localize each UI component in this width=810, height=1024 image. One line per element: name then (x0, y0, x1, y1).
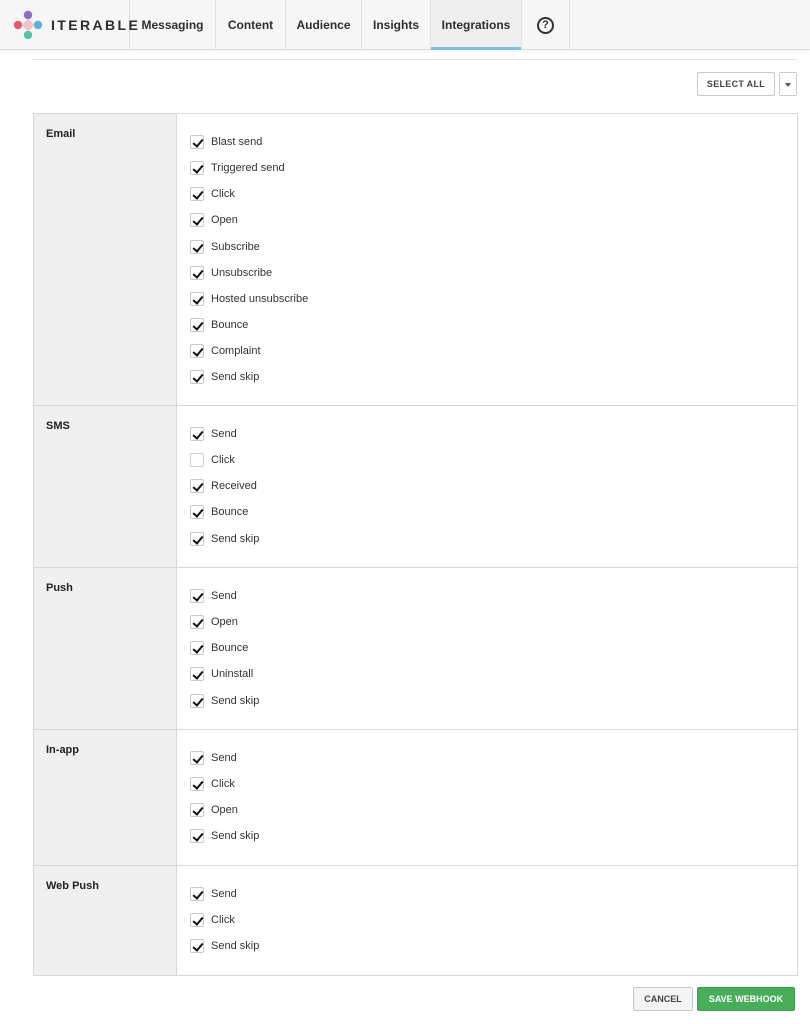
select-all-dropdown-caret-icon[interactable] (779, 72, 797, 96)
group-label-cell (34, 568, 177, 729)
nav-insights[interactable]: Insights (362, 0, 431, 50)
checkbox-checked[interactable] (190, 187, 204, 201)
event-option-label: Send skip (211, 371, 260, 384)
checkbox-checked[interactable] (190, 532, 204, 546)
nav-integrations[interactable]: Integrations (431, 0, 522, 50)
checkbox-checked[interactable] (190, 694, 204, 708)
event-option-label: Click (211, 778, 235, 791)
group-label: Email (46, 128, 76, 140)
event-option-label: Triggered send (211, 162, 285, 175)
checkbox-checked[interactable] (190, 777, 204, 791)
event-option-label: Open (211, 804, 238, 817)
checkbox-checked[interactable] (190, 318, 204, 332)
checkbox-checked[interactable] (190, 344, 204, 358)
event-option-label: Unsubscribe (211, 266, 273, 279)
checkbox-checked[interactable] (190, 505, 204, 519)
nav-content[interactable]: Content (216, 0, 286, 50)
event-option-label: Send skip (211, 532, 260, 545)
checkbox-checked[interactable] (190, 240, 204, 254)
nav-messaging[interactable]: Messaging (130, 0, 216, 50)
event-option-label: Send (211, 590, 237, 602)
event-option-label: Blast send (211, 136, 263, 148)
event-group-web-push (34, 866, 797, 975)
event-option-label: Bounce (211, 642, 249, 655)
event-option-label: Open (211, 214, 238, 227)
event-option-label: Send skip (211, 830, 260, 843)
event-option-label: Send (211, 428, 237, 440)
event-option-label: Click (211, 188, 235, 201)
checkbox-checked[interactable] (190, 751, 204, 765)
event-option-label: Bounce (211, 506, 249, 519)
checkbox-checked[interactable] (190, 479, 204, 493)
event-group-sms (34, 406, 797, 568)
group-label-cell (34, 730, 177, 865)
event-option-label: Complaint (211, 345, 261, 358)
event-group-in-app (34, 730, 797, 866)
event-option-label: Subscribe (211, 240, 260, 253)
checkbox-checked[interactable] (190, 641, 204, 655)
checkbox-checked[interactable] (190, 292, 204, 306)
checkbox-checked[interactable] (190, 667, 204, 681)
checkbox-unchecked[interactable] (190, 453, 204, 467)
event-option-label: Open (211, 616, 238, 629)
save-webhook-button[interactable]: SAVE WEBHOOK (697, 987, 795, 1011)
checkbox-checked[interactable] (190, 135, 204, 149)
checkbox-checked[interactable] (190, 161, 204, 175)
event-group-email (34, 114, 797, 406)
checkbox-checked[interactable] (190, 615, 204, 629)
event-option-label: Send (211, 888, 237, 900)
checkbox-checked[interactable] (190, 266, 204, 280)
checkbox-checked[interactable] (190, 803, 204, 817)
logo-text: ITERABLE (51, 17, 141, 33)
help-button[interactable] (522, 0, 570, 50)
checkbox-checked[interactable] (190, 213, 204, 227)
checkbox-checked[interactable] (190, 887, 204, 901)
event-option-label: Received (211, 480, 257, 493)
event-option-label: Send skip (211, 694, 260, 707)
nav-audience[interactable]: Audience (286, 0, 362, 50)
event-option-label: Hosted unsubscribe (211, 292, 309, 305)
checkbox-checked[interactable] (190, 913, 204, 927)
group-label: Web Push (46, 880, 99, 892)
cancel-button[interactable]: CANCEL (633, 987, 693, 1011)
group-label-cell (34, 406, 177, 567)
event-option-label: Send skip (211, 940, 260, 953)
event-option-label: Click (211, 914, 235, 927)
event-option-label: Uninstall (211, 668, 254, 681)
iterable-logo-icon (12, 9, 44, 41)
group-label-cell (34, 114, 177, 405)
help-icon: ? (537, 17, 554, 34)
group-label-cell (34, 866, 177, 975)
group-label: Push (46, 582, 73, 594)
iterable-logo[interactable] (0, 0, 141, 50)
event-group-push (34, 568, 797, 730)
checkbox-checked[interactable] (190, 939, 204, 953)
select-all-button[interactable]: SELECT ALL (697, 72, 775, 96)
checkbox-checked[interactable] (190, 370, 204, 384)
checkbox-checked[interactable] (190, 427, 204, 441)
group-label: SMS (46, 420, 70, 432)
event-option-label: Click (211, 454, 235, 467)
checkbox-checked[interactable] (190, 829, 204, 843)
divider (33, 59, 797, 60)
top-navigation-bar (0, 0, 810, 50)
webhook-events-table (33, 113, 798, 976)
event-option-label: Bounce (211, 318, 249, 331)
checkbox-checked[interactable] (190, 589, 204, 603)
event-option-label: Send (211, 752, 237, 764)
group-label: In-app (46, 744, 79, 756)
